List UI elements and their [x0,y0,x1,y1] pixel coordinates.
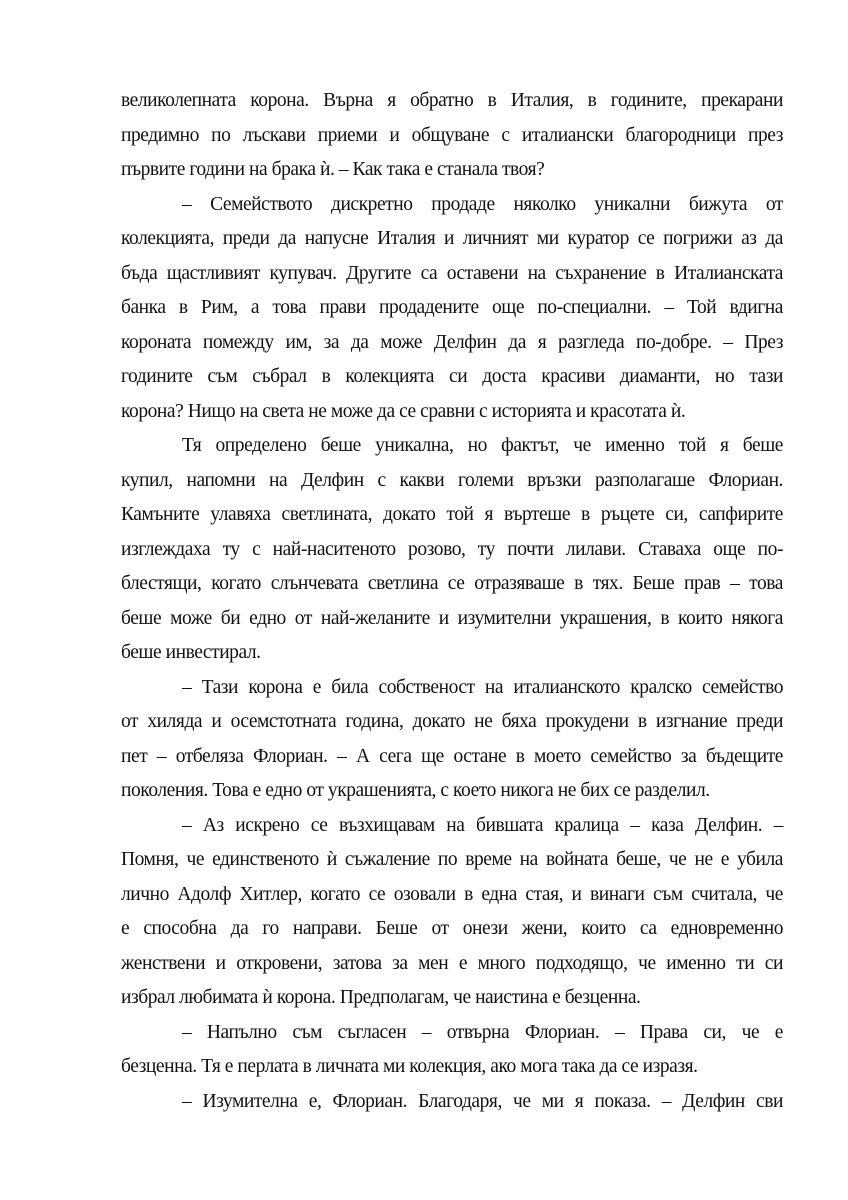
text-line-content: първите години на брака ѝ. – Как така е станала твоя? [121,159,545,180]
text-line-content: е способна да го направи. Беше от онези жени, които са едновременно [121,918,783,939]
paragraph [121,674,783,812]
text-line [121,432,783,467]
text-line [121,1019,783,1054]
text-line [121,329,783,364]
text-line-content: пет – отбеляза Флориан. – А сега ще остане в моето семейство за бъдещите [121,745,783,767]
text-line [121,1088,783,1123]
text-line-content: Камъните улавяха светлината, докато той я въртеше в ръцете си, сапфирите [121,504,783,525]
text-line [121,225,783,260]
text-line-content: – Напълно съм съгласен – отвърна Флориан. – Права си, че е [182,1021,783,1043]
text-line-content: предимно по лъскави приеми и общуване с италиански благородници през [121,124,783,146]
paragraph [121,87,783,191]
text-line [121,1053,783,1088]
text-line [121,294,783,329]
paragraph [121,191,783,433]
text-line [121,777,783,812]
text-line-content: корона? Нищо на света не може да се сравни с историята и красотата ѝ. [121,400,686,422]
text-line [121,536,783,571]
text-line-content: женствени и откровени, затова за мен е много подходящо, че именно ти си [121,952,783,974]
text-line [121,260,783,295]
text-line-content: – Тази корона е била собственост на италианското кралско семейство [182,676,783,698]
text-line [121,812,783,847]
text-line-content: Помня, че единственото ѝ съжаление по време на войната беше, че не е убила [121,849,783,870]
text-line [121,915,783,950]
text-line-content: поколения. Това е едно от украшенията, с което никога не бих се разделил. [121,780,710,801]
paragraph [121,1088,783,1123]
paragraph [121,1019,783,1088]
text-line-content: беше може би едно от най-желаните и изумителни украшения, в които някога [121,607,783,629]
text-line-content: бъда щастливият купувач. Другите са оставени на съхранение в Италианската [121,262,783,284]
text-line-content: Тя определено беше уникална, но фактът, че именно той я беше [182,435,783,456]
text-line-content: – Аз искрено се възхищавам на бившата кралица – каза Делфин. – [182,814,783,836]
text-line-content: лично Адолф Хитлер, когато се озовали в една стая, и винаги съм считала, че [121,883,783,905]
text-line-content: беше инвестирал. [121,642,261,663]
text-line-content: банка в Рим, а това прави продадените още по-специални. – Той вдигна [121,297,783,318]
text-line [121,846,783,881]
text-line-content: великолепната корона. Върна я обратно в Италия, в годините, прекарани [121,90,783,111]
text-line [121,156,783,191]
text-line [121,639,783,674]
text-line-content: избрал любимата ѝ корона. Предполагам, че наистина е безценна. [121,987,641,1008]
text-line-content: годините съм събрал в колекцията си доста красиви диаманти, но тази [121,366,783,387]
text-line-content: безценна. Тя е перлата в личната ми колекция, ако мога така да се изразя. [121,1056,698,1077]
text-line [121,708,783,743]
text-line-content: – Семейството дискретно продаде няколко уникални бижута от [182,193,783,215]
text-line [121,984,783,1019]
text-line-content: блестящи, когато слънчевата светлина се отразяваше в тях. Беше прав – това [121,573,783,594]
body-text [121,87,783,1122]
paragraph [121,432,783,674]
text-line-content: купил, напомни на Делфин с какви големи връзки разполагаше Флориан. [121,469,783,491]
text-line [121,743,783,778]
text-line [121,570,783,605]
text-line [121,122,783,157]
text-line [121,950,783,985]
text-line [121,87,783,122]
text-line-content: короната помежду им, за да може Делфин да я разгледа по-добре. – През [121,331,783,353]
paragraph [121,812,783,1019]
text-line-content: от хиляда и осемстотната година, докато не бяха прокудени в изгнание преди [121,711,783,732]
text-line-content: колекцията, преди да напусне Италия и личният ми куратор се погрижи аз да [121,228,783,249]
text-line-content: – Изумителна е, Флориан. Благодаря, че ми я показа. – Делфин сви [182,1090,783,1112]
text-line [121,191,783,226]
text-line [121,881,783,916]
text-line [121,674,783,709]
text-line-content: изглеждаха ту с най-наситеното розово, ту почти лилави. Ставаха още по- [121,538,783,560]
text-line [121,501,783,536]
text-line [121,605,783,640]
text-line [121,363,783,398]
text-line [121,398,783,433]
text-line [121,467,783,502]
